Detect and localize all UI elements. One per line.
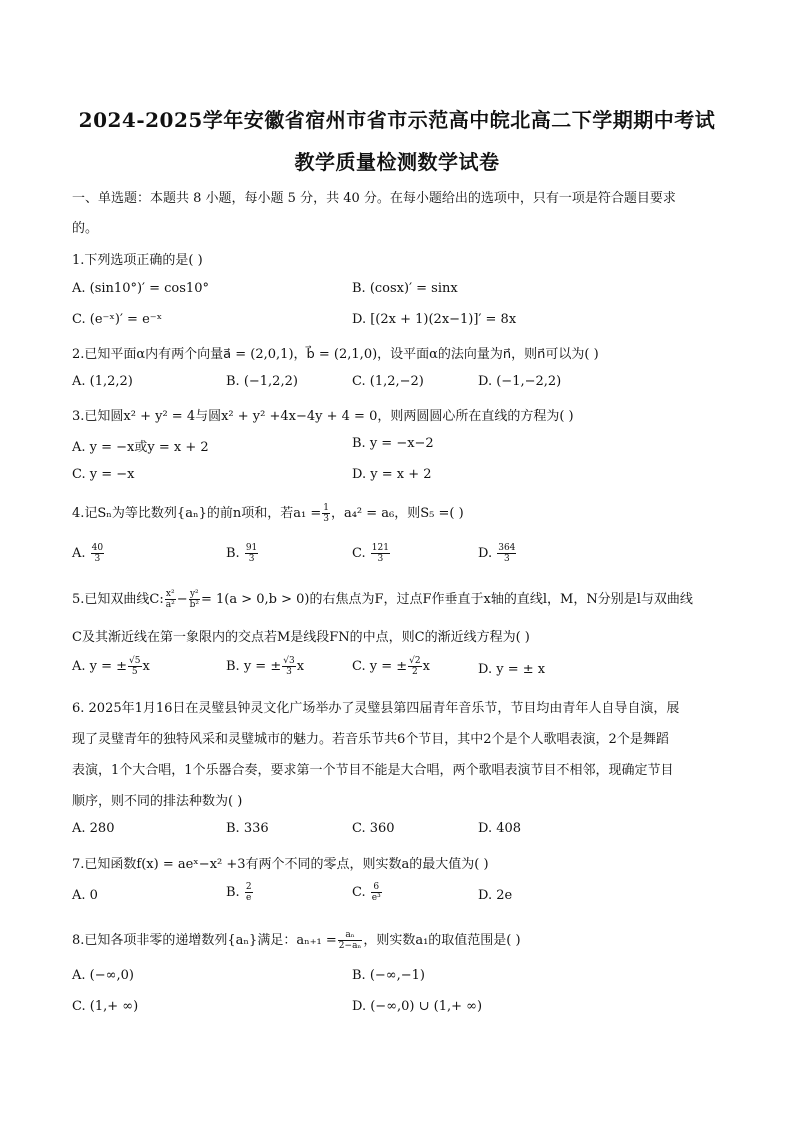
question-4-stem-text-2: ，a₄² = a₆，则S₅ =( )	[330, 506, 464, 521]
option-label: B.	[226, 546, 240, 561]
question-8-text: 8.已知各项非零的递增数列{aₙ}满足：aₙ₊₁ =	[72, 933, 337, 948]
question-1-option-d: D. [(2x + 1)(2x−1)]′ = 8x	[352, 312, 517, 327]
exam-title-line-2: 教学质量检测数学试卷	[294, 150, 500, 174]
question-3-option-b: B. y = −x−2	[352, 436, 434, 451]
question-4-stem-text: 4.记Sₙ为等比数列{aₙ}的前n项和，若a₁ =	[72, 506, 322, 521]
fraction	[408, 656, 421, 677]
denominator: a²	[165, 600, 175, 610]
numerator: 2	[245, 882, 252, 892]
option-label: C.	[352, 546, 366, 561]
question-5-text: 5.已知双曲线C:	[72, 592, 164, 607]
fraction	[322, 503, 330, 524]
question-6-line-1: 6. 2025年1月16日在灵璧县钟灵文化广场举办了灵璧县第四届青年音乐节，节目均由青年人自导自演，展	[72, 701, 680, 716]
question-7-option-a: A. 0	[72, 888, 98, 903]
numerator: √2	[409, 656, 421, 666]
fraction	[371, 543, 390, 564]
question-3-option-d: D. y = x + 2	[352, 467, 432, 482]
question-2-option-d: D. (−1,−2,2)	[478, 374, 562, 389]
question-2-option-b: B. (−1,2,2)	[226, 374, 298, 389]
question-5-stem	[72, 588, 734, 610]
question-4-stem	[72, 502, 734, 524]
denominator: 3	[286, 667, 292, 677]
option-text: x	[422, 659, 430, 674]
question-5-option-c	[352, 656, 430, 677]
numerator: 91	[245, 543, 258, 553]
numerator: y²	[189, 589, 199, 599]
option-text: B. y = ±	[226, 659, 282, 674]
denominator: 2	[412, 667, 418, 677]
denominator: 3	[94, 554, 101, 564]
question-5-option-a	[72, 656, 150, 677]
question-8-option-b: B. (−∞,−1)	[352, 968, 425, 983]
question-3-option-a: A. y = −x或y = x + 2	[72, 440, 209, 455]
numerator: x²	[165, 589, 175, 599]
question-4-option-c	[352, 543, 391, 564]
question-6-line-4: 顺序，则不同的排法种数为( )	[72, 794, 243, 809]
fraction	[91, 543, 104, 564]
question-3-stem: 3.已知圆x² + y² = 4与圆x² + y² +4x−4y + 4 = 0，则两圆圆心所在直线的方程为( )	[72, 409, 574, 424]
denominator: e	[246, 893, 252, 903]
question-8-text-2: ，则实数a₁的取值范围是( )	[363, 933, 521, 948]
section-header-continued: 的。	[72, 221, 99, 236]
option-label: B.	[226, 885, 240, 900]
denominator: b²	[189, 600, 199, 610]
denominator: e³	[371, 893, 381, 903]
question-7-stem: 7.已知函数f(x) = aeˣ−x² +3有两个不同的零点，则实数a的最大值为( )	[72, 857, 489, 872]
question-5-option-b	[226, 656, 304, 677]
numerator: 1	[323, 503, 329, 513]
question-5-option-d: D. y = ± x	[478, 662, 546, 677]
question-1-stem: 1.下列选项正确的是( )	[72, 253, 203, 268]
question-4-option-d	[478, 543, 517, 564]
numerator: 364	[498, 543, 516, 553]
question-8-stem	[72, 929, 734, 951]
question-1-option-c: C. (e⁻ˣ)′ = e⁻ˣ	[72, 312, 163, 327]
question-8-option-d: D. (−∞,0) ∪ (1,+ ∞)	[352, 999, 483, 1014]
option-text: x	[296, 659, 305, 674]
numerator: aₙ	[338, 930, 363, 941]
option-label: C.	[352, 885, 366, 900]
question-6-option-b: B. 336	[226, 821, 269, 836]
question-8-option-a: A. (−∞,0)	[72, 968, 134, 983]
denominator: 2−aₙ	[338, 941, 362, 951]
minus-sign: −	[176, 592, 188, 607]
fraction	[282, 656, 295, 677]
question-3-option-c: C. y = −x	[72, 467, 135, 482]
numerator: √5	[129, 656, 141, 666]
question-2-option-a: A. (1,2,2)	[72, 374, 133, 389]
option-text: x	[142, 659, 150, 674]
question-7-option-d: D. 2e	[478, 888, 513, 903]
question-4-option-b	[226, 543, 259, 564]
fraction	[497, 543, 516, 564]
question-5-stem-continued: C及其渐近线在第一象限内的交点若M是线段FN的中点，则C的渐近线方程为( )	[72, 630, 530, 645]
fraction	[189, 589, 200, 610]
denominator: 3	[323, 514, 329, 524]
question-7-option-b	[226, 882, 254, 903]
numerator: 40	[91, 543, 104, 553]
option-label: D.	[478, 546, 493, 561]
fraction	[245, 882, 253, 903]
exam-title-line-1: 2024-2025学年安徽省宿州市省市示范高中皖北高二下学期期中考试	[78, 108, 716, 132]
fraction	[165, 589, 176, 610]
question-6-option-a: A. 280	[72, 821, 115, 836]
numerator: √3	[283, 656, 295, 666]
question-6-line-2: 现了灵璧青年的独特风采和灵璧城市的魅力。若音乐节共6个节目，其中2个是个人歌唱表演，2个是舞蹈	[72, 732, 669, 747]
option-text: C. y = ±	[352, 659, 408, 674]
option-text: A. y = ±	[72, 659, 128, 674]
section-header: 一、单选题：本题共 8 小题，每小题 5 分，共 40 分。在每小题给出的选项中，只有一项是符合题目要求	[72, 191, 676, 206]
fraction	[245, 543, 258, 564]
question-2-option-c: C. (1,2,−2)	[352, 374, 424, 389]
question-6-option-d: D. 408	[478, 821, 522, 836]
question-6-line-3: 表演，1个大合唱，1个乐器合奏，要求第一个节目不能是大合唱，两个歌唱表演节目不相邻，现确定节目	[72, 763, 674, 778]
question-4-option-a	[72, 543, 105, 564]
question-2-stem: 2.已知平面α内有两个向量a⃗ = (2,0,1)，b⃗ = (2,1,0)，设平面α的法向量为n⃗，则n⃗可以为( )	[72, 347, 599, 362]
numerator: 121	[371, 543, 389, 553]
question-5-text-2: = 1(a > 0,b > 0)的右焦点为F，过点F作垂直于x轴的直线l，M，N分别是l与双曲线	[201, 592, 693, 607]
denominator: 3	[248, 554, 255, 564]
denominator: 3	[377, 554, 384, 564]
fraction	[128, 656, 141, 677]
fraction	[338, 930, 363, 951]
question-7-option-c	[352, 882, 383, 903]
question-1-option-a: A. (sin10°)′ = cos10°	[72, 281, 209, 296]
question-6-option-c: C. 360	[352, 821, 395, 836]
question-8-option-c: C. (1,+ ∞)	[72, 999, 139, 1014]
question-1-option-b: B. (cosx)′ = sinx	[352, 281, 458, 296]
denominator: 3	[503, 554, 510, 564]
option-label: A.	[72, 546, 86, 561]
fraction	[371, 882, 382, 903]
denominator: 5	[131, 667, 138, 677]
numerator: 6	[371, 882, 382, 893]
